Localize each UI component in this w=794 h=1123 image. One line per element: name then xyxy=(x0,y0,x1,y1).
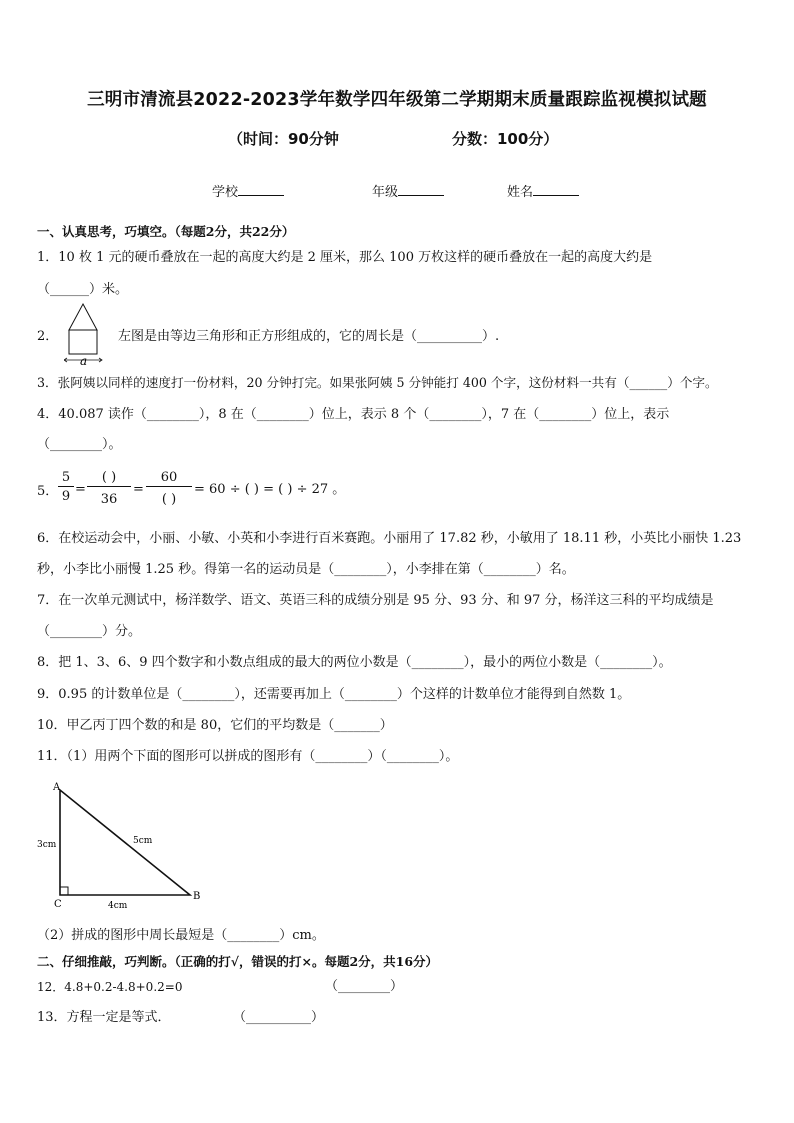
side-ab-length: 5cm xyxy=(133,836,153,846)
q8: 8．把 1、3、6、9 四个数字和小数点组成的最大的两位小数是（________），最小的两位小数是（________）。 xyxy=(37,655,672,670)
side-ac-length: 3cm xyxy=(37,840,57,850)
q5-equals: = xyxy=(133,482,144,497)
vertex-b-label: B xyxy=(193,891,201,902)
name-blank[interactable] xyxy=(533,183,579,196)
q4-line2: （________）。 xyxy=(37,437,122,452)
q5-number: 5． xyxy=(37,484,59,499)
vertex-c-label: C xyxy=(54,899,62,910)
school-field[interactable] xyxy=(212,181,284,200)
q6-line1: 6．在校运动会中，小丽、小敏、小英和小李进行百米赛跑。小丽用了 17.82 秒，小敏用了 18.11 秒，小英比小丽快 1.23 xyxy=(37,531,742,546)
q10: 10．甲乙丙丁四个数的和是 80，它们的平均数是（_______） xyxy=(37,718,393,733)
name-label: 姓名 xyxy=(507,185,534,200)
q7-line1: 7．在一次单元测试中，杨洋数学、语文、英语三科的成绩分别是 95 分、93 分、和 97 分，杨洋这三科的平均成绩是 xyxy=(37,593,714,608)
vertex-a-label: A xyxy=(53,782,61,793)
square-shape xyxy=(69,330,97,354)
q2-text: 左图是由等边三角形和正方形组成的，它的周长是（__________）. xyxy=(118,329,500,344)
q1-line1: 1．10 枚 1 元的硬币叠放在一起的高度大约是 2 厘米，那么 100 万枚这样的硬币叠放在一起的高度大约是 xyxy=(37,250,653,265)
q5-frac2-numerator[interactable]: ( ) xyxy=(87,470,131,487)
q2-number: 2． xyxy=(37,329,59,344)
q5-frac2-denominator: 36 xyxy=(100,492,118,507)
section2-heading: 二、仔细推敲，巧判断。（正确的打√，错误的打×。每题2分，共16分） xyxy=(37,954,439,969)
exam-score: 分数：100分） xyxy=(452,130,559,148)
q7-line2: （________）分。 xyxy=(37,624,142,639)
grade-field[interactable] xyxy=(372,181,444,200)
q5-frac3-numerator: 60 xyxy=(146,470,192,487)
equilateral-triangle-shape xyxy=(69,304,97,330)
q12-answer-blank[interactable]: （________） xyxy=(325,979,404,994)
q5-frac3-denominator[interactable]: ( ) xyxy=(161,492,177,507)
q5-frac1-denominator: 9 xyxy=(61,489,71,504)
q9: 9．0.95 的计数单位是（________），还需要再加上（________）个这样的计数单位才能得到自然数 1。 xyxy=(37,687,631,702)
q3: 3．张阿姨以同样的速度打一份材料，20 分钟打完。如果张阿姨 5 分钟能打 400 个字，这份材料一共有（______）个字。 xyxy=(37,375,718,390)
q5-frac1-numerator: 5 xyxy=(58,470,74,487)
q13-answer-blank[interactable]: （__________） xyxy=(233,1010,325,1025)
page-title: 三明市清流县2022-2023学年数学四年级第二学期期末质量跟踪监视模拟试题 xyxy=(87,90,707,110)
side-cb-length: 4cm xyxy=(108,901,128,911)
q6-line2: 秒，小李比小丽慢 1.25 秒。得第一名的运动员是（________），小李排在第（________）名。 xyxy=(37,562,575,577)
school-blank[interactable] xyxy=(238,183,284,196)
q4-line1: 4．40.087 读作（________），8 在（________）位上，表示 8 个（________），7 在（________）位上，表示 xyxy=(37,407,670,422)
side-label-a: a xyxy=(80,354,88,366)
right-angle-marker xyxy=(60,887,68,895)
q5-equals: = xyxy=(75,482,86,497)
right-triangle-figure xyxy=(30,780,210,915)
name-field[interactable] xyxy=(507,181,579,200)
q12: 12．4.8+0.2-4.8+0.2=0 xyxy=(37,980,183,994)
q1-line2: （______）米。 xyxy=(37,282,129,297)
right-triangle-shape xyxy=(60,790,190,895)
section1-heading: 一、认真思考，巧填空。（每题2分，共22分） xyxy=(37,224,295,239)
grade-blank[interactable] xyxy=(398,183,444,196)
school-label: 学校 xyxy=(212,185,239,200)
q11-part2: （2）拼成的图形中周长最短是（________）cm。 xyxy=(37,928,325,943)
grade-label: 年级 xyxy=(372,185,399,200)
exam-time: （时间：90分钟 xyxy=(228,130,339,148)
q11-part1: 11．（1）用两个下面的图形可以拼成的图形有（________）（________）。 xyxy=(37,749,459,764)
q13: 13．方程一定是等式． xyxy=(37,1010,171,1025)
q5-tail: = 60 ÷ ( ) = ( ) ÷ 27 。 xyxy=(194,482,346,497)
q2-house-figure xyxy=(64,302,110,366)
